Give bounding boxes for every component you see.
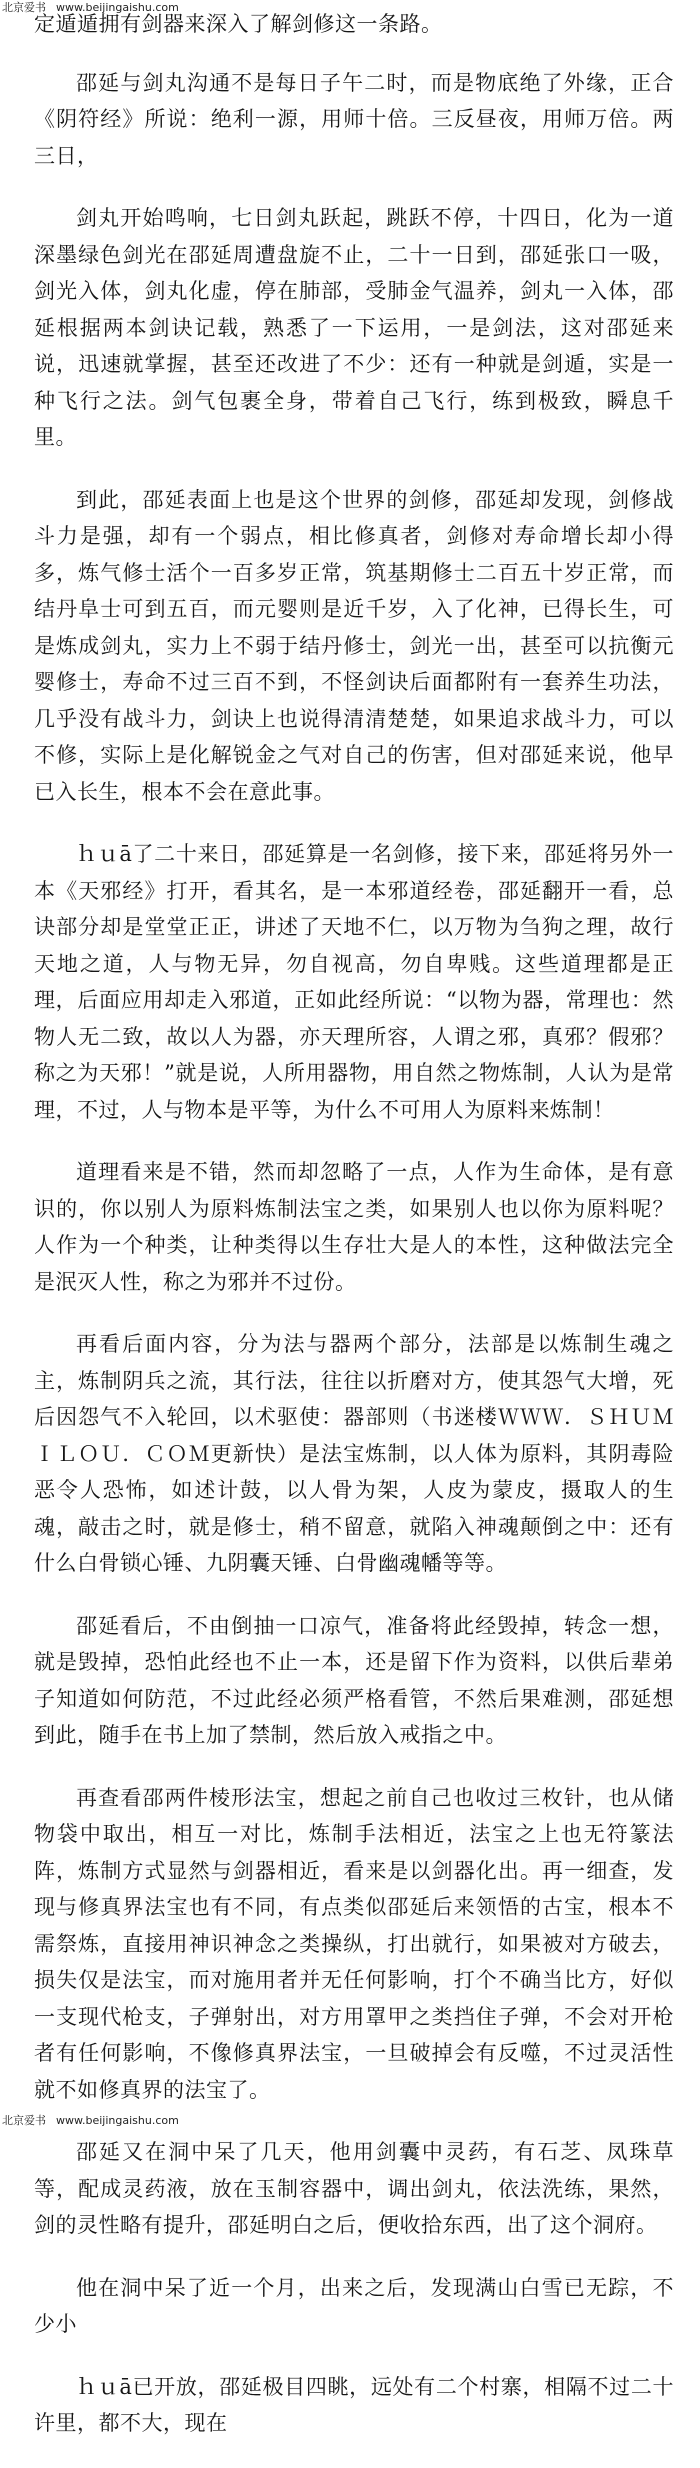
paragraph: ｈｕā了二十来日，邵延算是一名剑修，接下来，邵延将另外一本《天邪经》打开，看其名，是一本邪道经卷，邵延翻开一看，总诀部分却是堂堂正正，讲述了天地不仁，以万物为刍狗之理，故行天地之道，人与物无异，勿自视高，勿自卑贱。这些道理都是正理，后面应用却走入邪道，正如此经所说：“以物为器，常理也：然物人无二致，故以人为器，亦天理所容，人谓之邪，真邪？假邪？称之为天邪！”就是说，人所用器物，用自然之物炼制，人认为是常理，不过，人与物本是平等，为什么不可用人为原料来炼制！ <box>34 842 674 1122</box>
paragraph: 剑丸开始鸣响，七日剑丸跃起，跳跃不停，十四日，化为一道深墨绿色剑光在邵延周遭盘旋不止，二十一日到，邵延张口一吸，剑光入体，剑丸化虚，停在肺部，受肺金气温养，剑丸一入体，邵延根据两本剑诀记载，熟悉了一下运用，一是剑法，这对邵延来说，迅速就掌握，甚至还改进了不少：还有一种就是剑遁，实是一种飞行之法。剑气包裹全身，带着自己飞行，练到极致，瞬息千里。 <box>34 206 674 449</box>
footer-site-name: 北京爱书 <box>2 2114 46 2127</box>
paragraph: 邵延看后，不由倒抽一口凉气，准备将此经毁掉，转念一想，就是毁掉，恐怕此经也不止一本，还是留下作为资料，以供后辈弟子知道如何防范，不过此经必须严格看管，不然后果难测，邵延想到此，随手在书上加了禁制，然后放入戒指之中。 <box>34 1613 674 1747</box>
article-body <box>34 6 674 2468</box>
paragraph: ｈｕā已开放，邵延极目四眺，远处有二个村寨，相隔不过二十许里，都不大，现在 <box>34 2374 674 2435</box>
paragraph: 他在洞中呆了近一个月，出来之后，发现满山白雪已无踪，不少小 <box>34 2275 674 2336</box>
paragraph: 邵延与剑丸沟通不是每日子午二时，而是物底绝了外缘，正合《阴符经》所说：绝利一源，用师十倍。三反昼夜，用师万倍。两三日， <box>34 70 674 168</box>
header-site-name: 北京爱书 <box>2 1 46 14</box>
header-site-url: www.beijingaishu.com <box>56 1 179 14</box>
footer-site-url: www.beijingaishu.com <box>56 2114 179 2127</box>
paragraph: 邵延又在洞中呆了几天，他用剑囊中灵药，有石芝、凤珠草等，配成灵药液，放在玉制容器中，调出剑丸，依法洗练，果然，剑的灵性略有提升，邵延明白之后，便收拾东西，出了这个洞府。 <box>34 2140 674 2237</box>
paragraph: 再看后面内容，分为法与器两个部分，法部是以炼制生魂之主，炼制阴兵之流，其行法，往往以折磨对方，使其怨气大增，死后因怨气不入轮回，以术驱使：器部则（书迷楼ＷＷＷ．ＳＨＵＭＩＬＯＵ．ＣＯＭ更新快）是法宝炼制，以人体为原料，其阴毒险恶令人恐怖，如述计鼓，以人骨为架，人皮为蒙皮，摄取人的生魂，敲击之时，就是修士，稍不留意，就陷入神魂颠倒之中：还有什么白骨锁心锤、九阴囊天锤、白骨幽魂幡等等。 <box>34 1332 674 1575</box>
page-footer <box>0 2112 700 2130</box>
paragraph: 定遁遁拥有剑器来深入了解剑修这一条路。 <box>34 12 443 36</box>
paragraph: 道理看来是不错，然而却忽略了一点，人作为生命体，是有意识的，你以别人为原料炼制法宝之类，如果别人也以你为原料呢？人作为一个种类，让种类得以生存壮大是人的本性，这种做法完全是泯灭人性，称之为邪并不过份。 <box>34 1160 674 1294</box>
paragraph: 到此，邵延表面上也是这个世界的剑修，邵延却发现，剑修战斗力是强，却有一个弱点，相比修真者，剑修对寿命增长却小得多，炼气修士活个一百多岁正常，筑基期修士二百五十岁正常，而结丹阜士可到五百，而元婴则是近千岁，入了化神，已得长生，可是炼成剑丸，实力上不弱于结丹修士，剑光一出，甚至可以抗衡元婴修士，寿命不过三百不到，不怪剑诀后面都附有一套养生功法，几乎没有战斗力，剑诀上也说得清清楚楚，如果追求战斗力，可以不修，实际上是化解锐金之气对自己的伤害，但对邵延来说，他早已入长生，根本不会在意此事。 <box>34 487 674 804</box>
paragraph: 再查看邵两件棱形法宝，想起之前自己也收过三枚针，也从储物袋中取出，相互一对比，炼制手法相近，法宝之上也无符篆法阵，炼制方式显然与剑器相近，看来是以剑器化出。再一细查，发现与修真界法宝也有不同，有点类似邵延后来领悟的古宝，根本不需祭炼，直接用神识神念之类操纵，打出就行，如果被对方破去，损失仅是法宝，而对施用者并无任何影响，打个不确当比方，好似一支现代枪支，子弹射出，对方用罩甲之类挡住子弹，不会对开枪者有任何影响，不像修真界法宝，一旦破掉会有反噬，不过灵活性就不如修真界的法宝了。 <box>34 1785 674 2102</box>
